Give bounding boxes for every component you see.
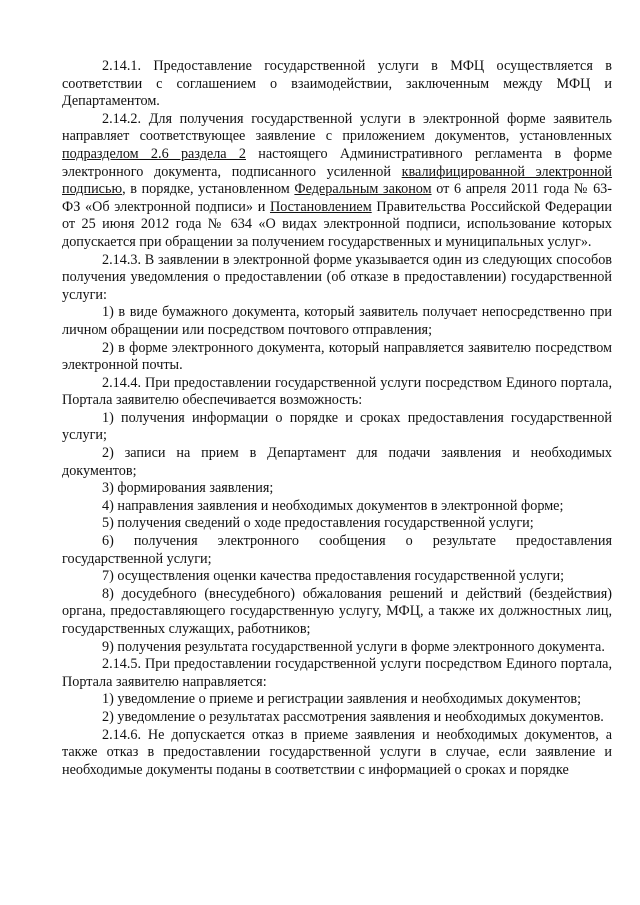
paragraph-text: 2.14.2. Для получения государственной услуги в электронной форме заявитель направляет соответствующее заявление с приложением документов, установленных — [62, 110, 612, 145]
link-qualified-signature[interactable]: квалифицированной электронной подписью — [62, 163, 613, 198]
paragraph-2-14-1: 2.14.1. Предоставление государственной услуги в МФЦ осуществляется в соответствии с соглашением о взаимодействии, заключенным между МФЦ и Департаментом. — [62, 58, 612, 110]
paragraph-2-14-3: 2.14.3. В заявлении в электронной форме указывается один из следующих способов получения уведомления о предоставлении (об отказе в предоставлении) государственной услуги: — [62, 251, 612, 303]
paragraph-text: Правительства Российской Федерации от 25 июня 2012 года № 634 «О видах электронной подписи, использование которых допускается при обращении за получением государственных и муниципальных услуг». — [62, 198, 612, 250]
list-item: 1) получения информации о порядке и сроках предоставления государственной услуги; — [62, 409, 612, 444]
paragraph-2-14-2 — [62, 111, 612, 252]
list-item: 4) направления заявления и необходимых документов в электронной форме; — [102, 497, 564, 514]
paragraph-text: настоящего Административного регламента в форме электронного документа, подписанного усиленной — [62, 145, 612, 180]
list-item: 7) осуществления оценки качества предоставления государственной услуги; — [102, 568, 565, 585]
list-item: 1) уведомление о приеме и регистрации заявления и необходимых документов; — [102, 691, 582, 708]
paragraph-text: , в порядке, установленном — [122, 181, 295, 198]
list-item: 6) получения электронного сообщения о результате предоставления государственной услуги; — [62, 533, 612, 567]
paragraph-2-14-6: 2.14.6. Не допускается отказ в приеме заявления и необходимых документов, а также отказ в предоставлении государственной услуги в случае, если заявление и необходимые документы поданы в соответствии с информацией о сроках и порядке — [62, 726, 612, 778]
list-item: 5) получения сведений о ходе предоставления государственной услуги; — [102, 515, 534, 532]
list-item: 3) формирования заявления; — [102, 480, 274, 497]
list-item: 2) в форме электронного документа, который направляется заявителю посредством электронной почты. — [62, 339, 612, 374]
list-item: 9) получения результата государственной услуги в форме электронного документа. — [102, 638, 605, 655]
list-item: 2) записи на прием в Департамент для подачи заявления и необходимых документов; — [62, 445, 612, 479]
link-subsection-2-6[interactable]: подразделом 2.6 раздела 2 — [62, 145, 246, 162]
list-item: 2) уведомление о результатах рассмотрения заявления и необходимых документов. — [102, 708, 604, 725]
link-resolution[interactable]: Постановлением — [269, 198, 372, 215]
paragraph-text: от 6 апреля 2011 года № 63-ФЗ «Об электронной подписи» и — [62, 181, 612, 215]
paragraph-2-14-5: 2.14.5. При предоставлении государственной услуги посредством Единого портала, Портала заявителю направляется: — [62, 656, 612, 690]
list-item: 8) досудебного (внесудебного) обжалования решений и действий (бездействия) органа, предоставляющего государственную услугу, МФЦ, а также их должностных лиц, государственных служащих, работников; — [62, 585, 612, 637]
link-federal-law[interactable]: Федеральным законом — [294, 181, 432, 198]
list-item: 1) в виде бумажного документа, который заявитель получает непосредственно при личном обращении или посредством почтового отправления; — [62, 304, 612, 338]
paragraph-2-14-4: 2.14.4. При предоставлении государственной услуги посредством Единого портала, Портала заявителю обеспечивается возможность: — [62, 374, 612, 409]
